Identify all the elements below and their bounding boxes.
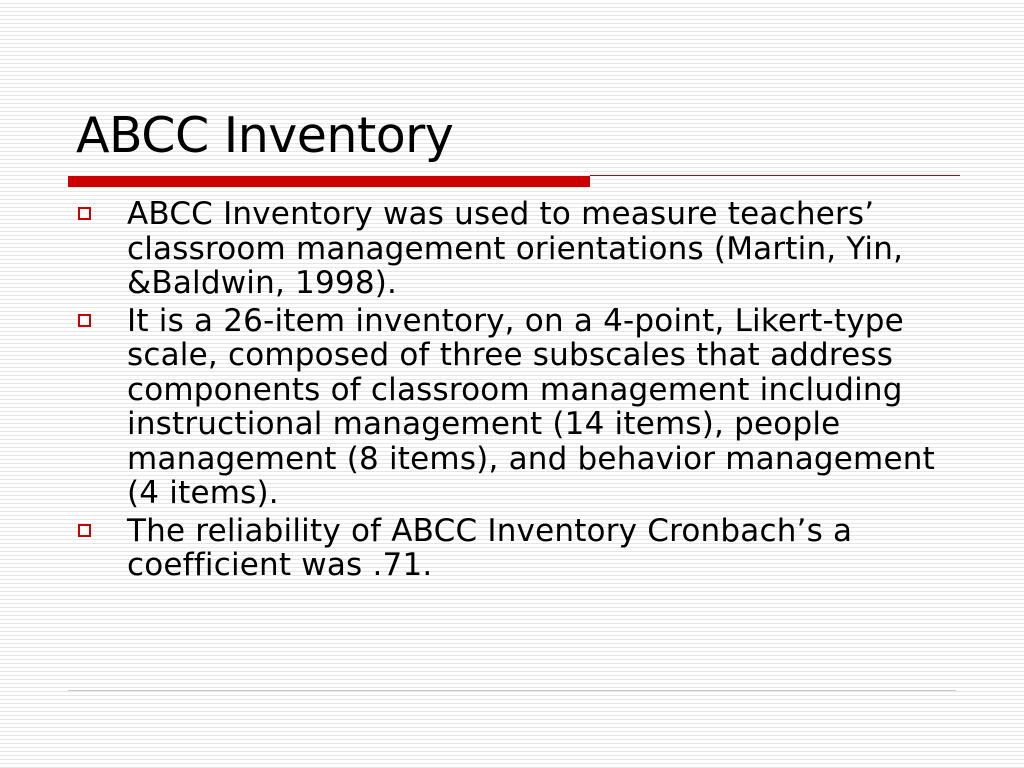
slide-title: ABCC Inventory <box>76 107 454 164</box>
square-bullet-icon <box>78 207 91 220</box>
bullet-text: ABCC Inventory was used to measure teachers’ classroom management orientations (Martin, Yin, &Baldwin, 1998). <box>127 196 904 301</box>
title-underline-thin <box>590 175 960 176</box>
bullet-text: The reliability of ABCC Inventory Cronbach’s a coefficient was .71. <box>127 512 853 583</box>
title-underline-thick <box>68 176 590 187</box>
square-bullet-icon <box>78 314 91 327</box>
bullet-list <box>74 197 954 586</box>
bullet-text: It is a 26-item inventory, on a 4-point, Likert-type scale, composed of three subscales that address components of classroom management including instructional management (14 items), people management (8 items), and behavior management (4 items). <box>127 302 935 511</box>
square-bullet-icon <box>78 524 91 537</box>
bullet-item <box>74 514 954 583</box>
bullet-item <box>74 197 954 301</box>
footer-divider <box>68 690 956 691</box>
bullet-item <box>74 304 954 511</box>
